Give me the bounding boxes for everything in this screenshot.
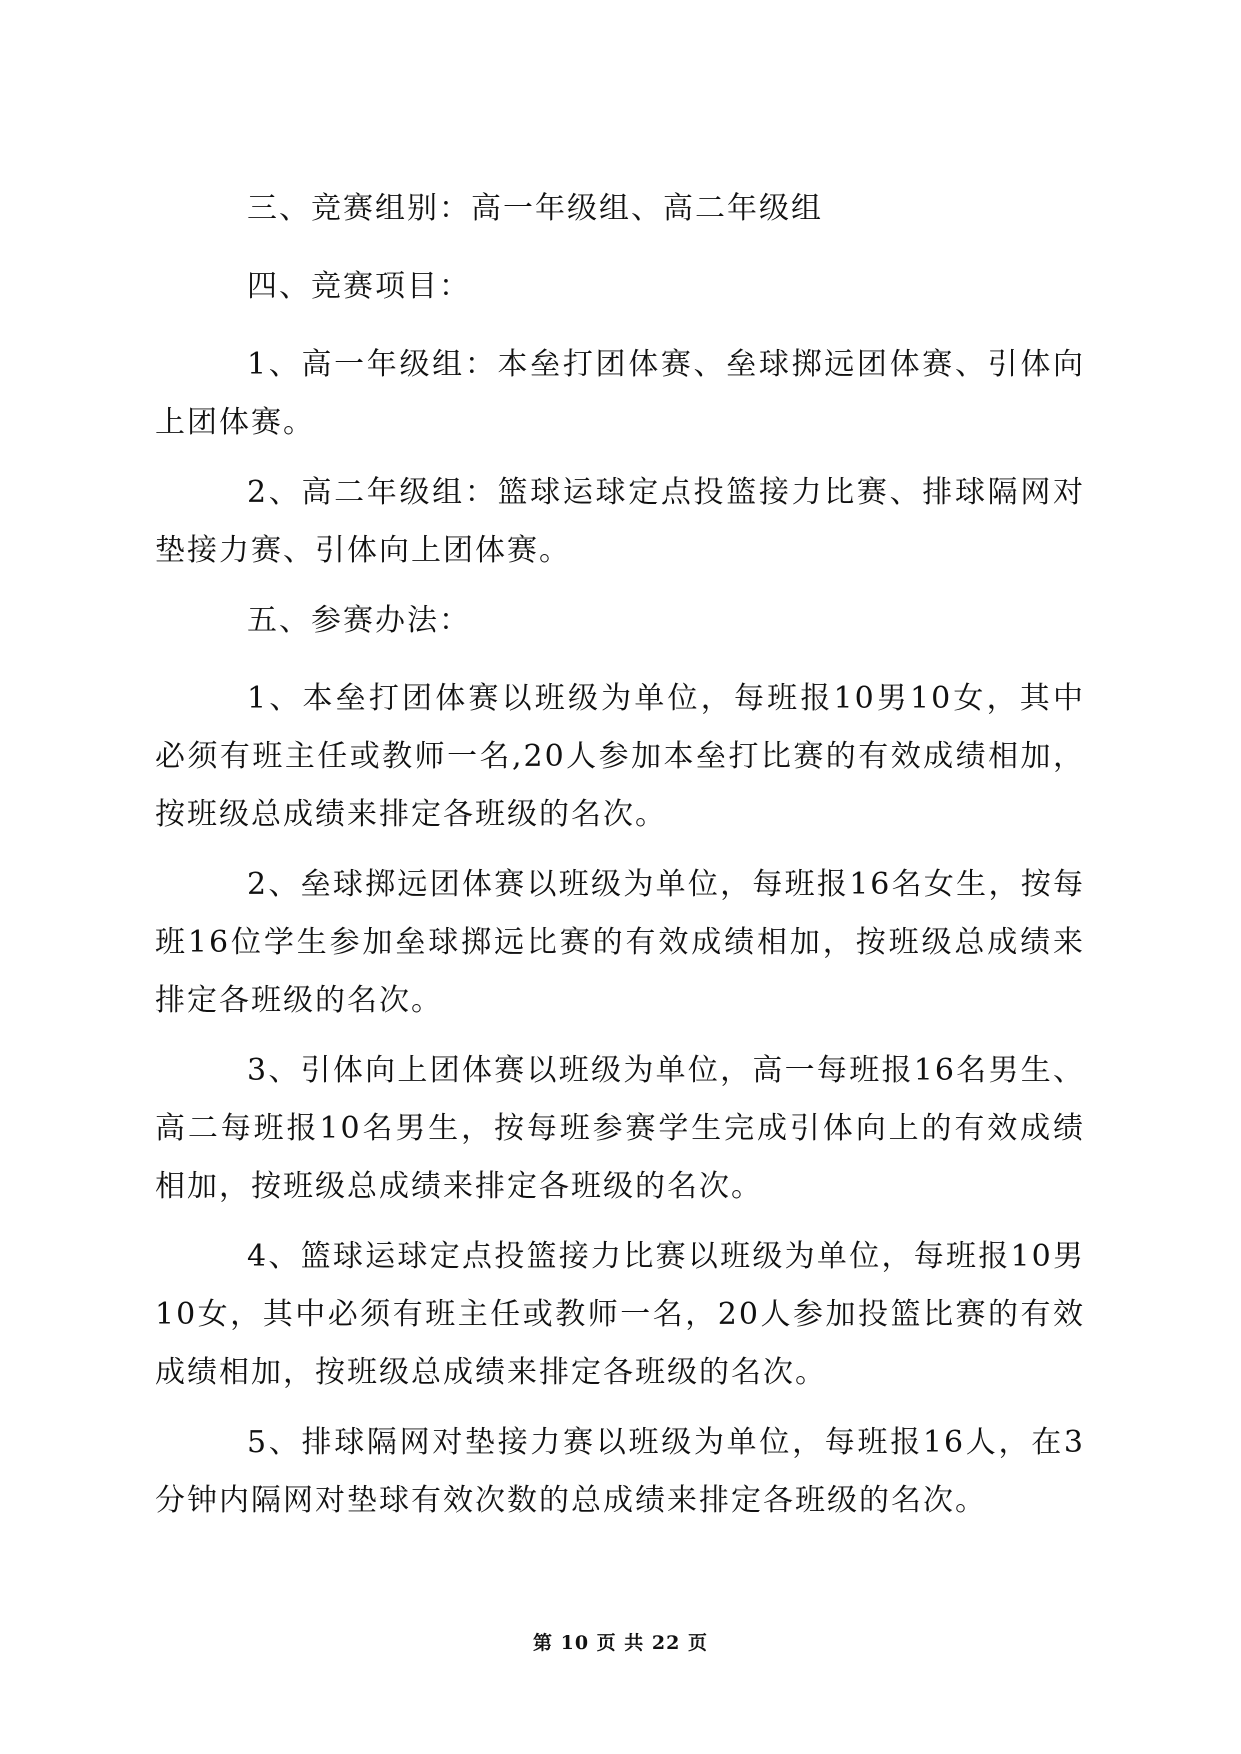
paragraph-rule-volleyball-relay: 5、排球隔网对垫接力赛以班级为单位，每班报16人，在3分钟内隔网对垫球有效次数的总成绩来排定各班级的名次。: [155, 1425, 1085, 1518]
paragraph-rule-home-run: 1、本垒打团体赛以班级为单位，每班报10男10女，其中必须有班主任或教师一名,20人参加本垒打比赛的有效成绩相加，按班级总成绩来排定各班级的名次。: [155, 681, 1085, 832]
paragraph-rule-pull-up: 3、引体向上团体赛以班级为单位，高一每班报16名男生、高二每班报10名男生，按每班参赛学生完成引体向上的有效成绩相加，按班级总成绩来排定各班级的名次。: [155, 1053, 1085, 1204]
paragraph-rule-softball-throw: 2、垒球掷远团体赛以班级为单位，每班报16名女生，按每班16位学生参加垒球掷远比赛的有效成绩相加，按班级总成绩来排定各班级的名次。: [155, 867, 1085, 1018]
paragraph-grade-one-events: 1、高一年级组：本垒打团体赛、垒球掷远团体赛、引体向上团体赛。: [155, 347, 1085, 440]
document-body: [155, 180, 1085, 1542]
section-heading-competition-groups: 三、竞赛组别：高一年级组、高二年级组: [247, 191, 823, 226]
page-number-footer: 第 10 页 共 22 页: [533, 1632, 708, 1654]
paragraph-rule-basketball-relay: 4、篮球运球定点投篮接力比赛以班级为单位，每班报10男10女，其中必须有班主任或教师一名，20人参加投篮比赛的有效成绩相加，按班级总成绩来排定各班级的名次。: [155, 1239, 1085, 1390]
section-heading-participation-rules: 五、参赛办法：: [247, 603, 471, 638]
paragraph-grade-two-events: 2、高二年级组：篮球运球定点投篮接力比赛、排球隔网对垫接力赛、引体向上团体赛。: [155, 475, 1085, 568]
section-heading-competition-events: 四、竞赛项目：: [247, 269, 471, 304]
